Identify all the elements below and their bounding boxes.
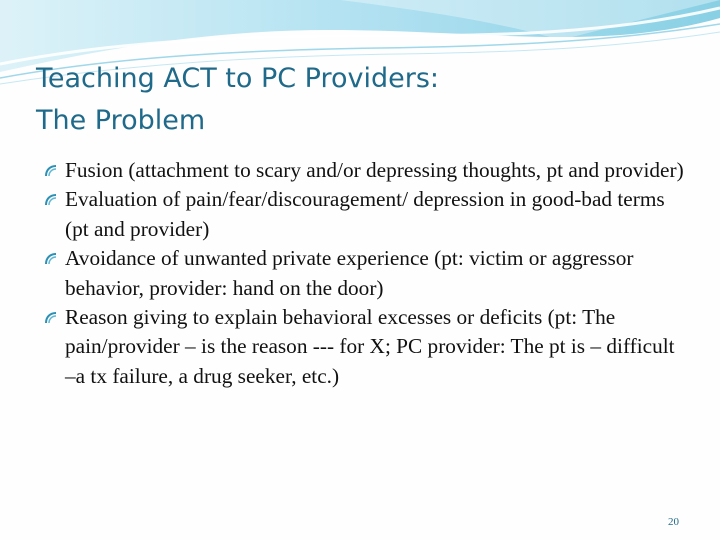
page-number: 20 [668,516,679,528]
bullet-text: Fusion (attachment to scary and/or depressing thoughts, pt and provider) [65,158,684,182]
slide-title [36,58,676,142]
quarter-circle-wing-icon [44,311,60,325]
bullet-item-avoidance [44,244,684,303]
bullet-list [44,156,684,391]
bullet-text: Reason giving to explain behavioral excesses or deficits (pt: The pain/provider – is the reason --- for X; PC provider: The pt is – difficult –a tx failure, a drug seeker, etc.) [65,305,675,388]
quarter-circle-wing-icon [44,252,60,266]
bullet-item-fusion [44,156,684,185]
quarter-circle-wing-icon [44,193,60,207]
bullet-text: Avoidance of unwanted private experience (pt: victim or aggressor behavior, provider: hand on the door) [65,246,634,300]
bullet-text: Evaluation of pain/fear/discouragement/ depression in good-bad terms (pt and provider) [65,187,665,241]
title-line-2: The Problem [36,105,206,136]
bullet-item-evaluation [44,185,684,244]
title-line-1: Teaching ACT to PC Providers: [36,63,440,94]
quarter-circle-wing-icon [44,164,60,178]
bullet-item-reason-giving [44,303,684,391]
